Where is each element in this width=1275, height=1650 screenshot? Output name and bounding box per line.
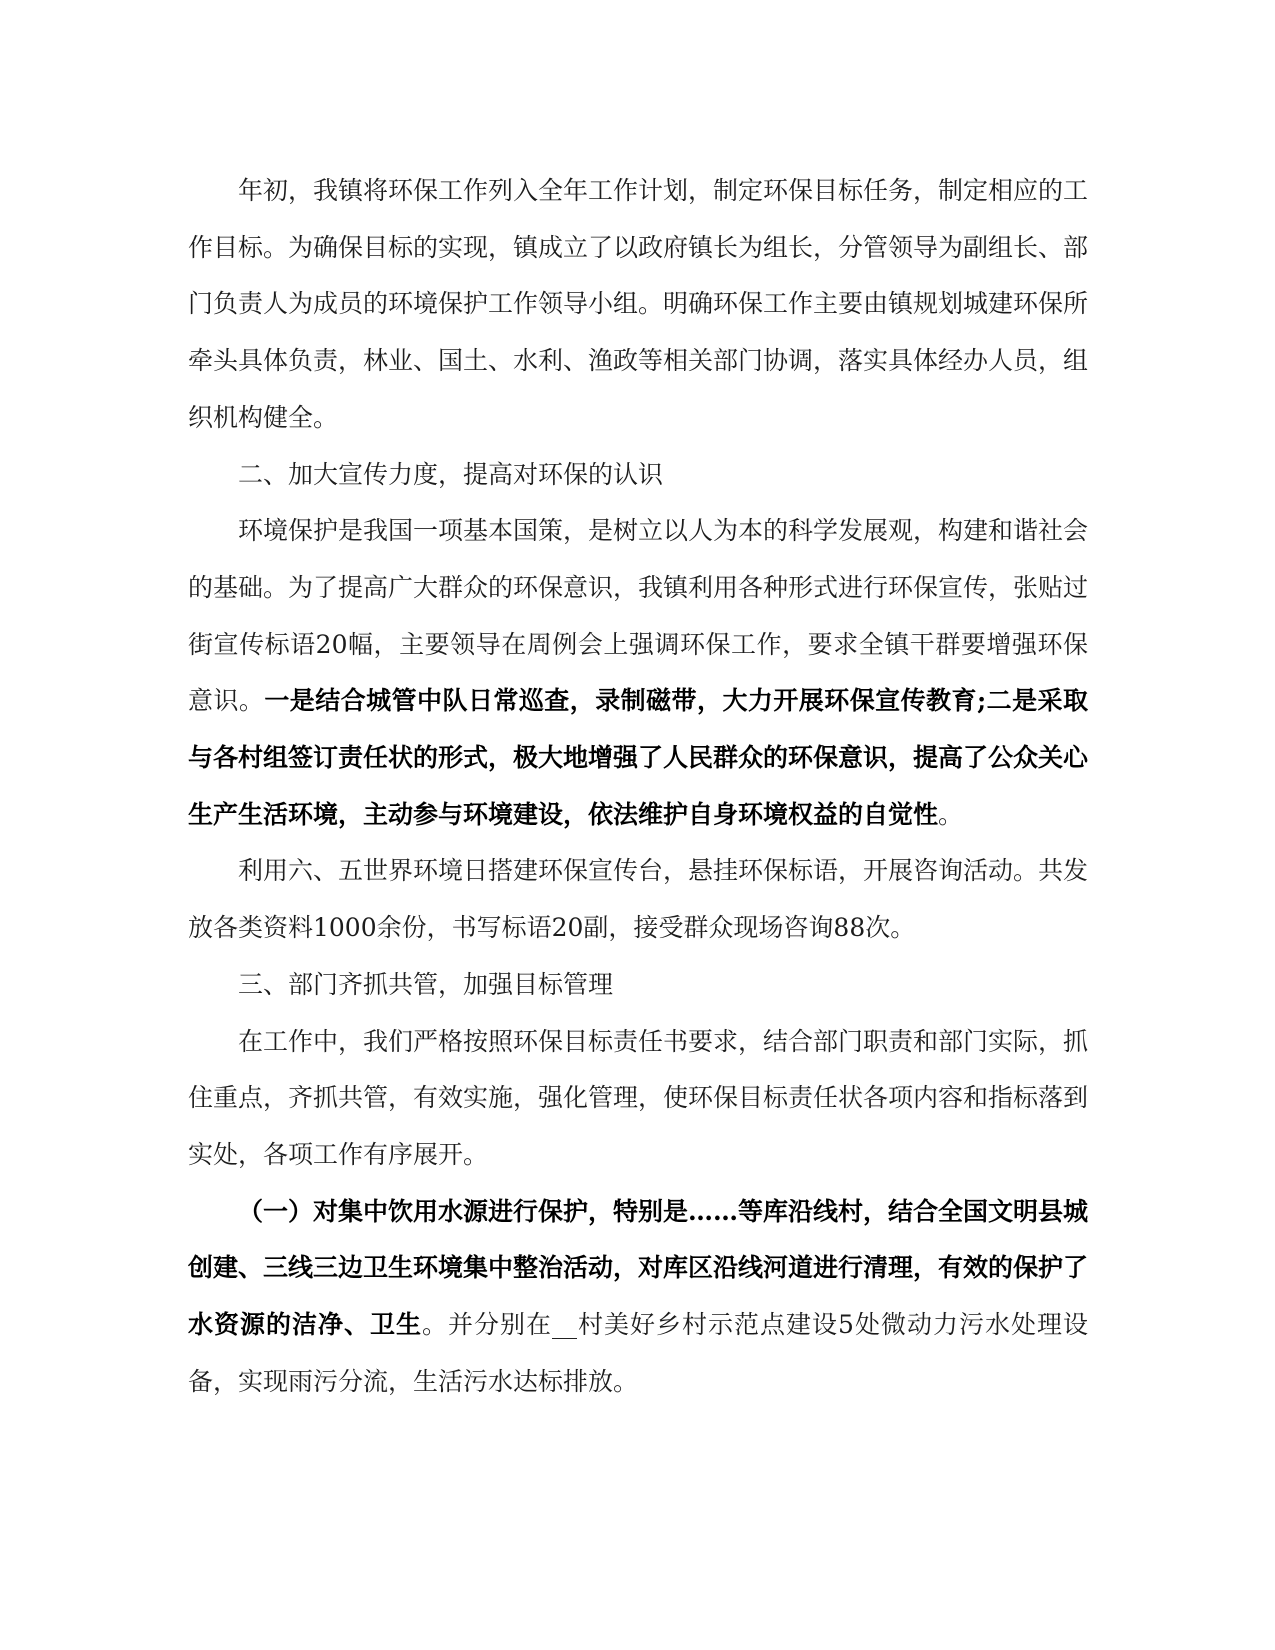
paragraph-organization: 年初，我镇将环保工作列入全年工作计划，制定环保目标任务，制定相应的工作目标。为确保目标的实现，镇成立了以政府镇长为组长，分管领导为副组长、部门负责人为成员的环境保护工作领导小组。明确环保工作主要由镇规划城建环保所牵头具体负责，林业、国土、水利、渔政等相关部门协调，落实具体经办人员，组织机构健全。 bbox=[188, 176, 1089, 432]
paragraph-publicity-text: 环境保护是我国一项基本国策，是树立以人为本的科学发展观，构建和谐社会的基础。为了提高广大群众的环保意识，我镇利用各种形式进行环保宣传，张贴过街宣传标语20幅，主要领导在周例会上强调环保工作，要求全镇干群要增强环保意识。 bbox=[188, 516, 1089, 716]
paragraph-environment-day: 利用六、五世界环境日搭建环保宣传台，悬挂环保标语，开展咨询活动。共发放各类资料1000余份，书写标语20副，接受群众现场咨询88次。 bbox=[188, 856, 1089, 943]
section-heading-management: 三、部门齐抓共管，加强目标管理 bbox=[238, 969, 614, 999]
paragraph-water-protection bbox=[188, 1184, 1088, 1411]
document-page bbox=[188, 163, 1088, 1410]
paragraph-management: 在工作中，我们严格按照环保目标责任书要求，结合部门职责和部门实际，抓住重点，齐抓共管，有效实施，强化管理，使环保目标责任状各项内容和指标落到实处，各项工作有序展开。 bbox=[188, 1026, 1089, 1169]
paragraph-publicity-end: 。 bbox=[938, 799, 964, 829]
paragraph-publicity bbox=[188, 503, 1088, 843]
paragraph-publicity-bold: 一是结合城管中队日常巡查，录制磁带，大力开展环保宣传教育;二是采取与各村组签订责任状的形式，极大地增强了人民群众的环保意识，提高了公众关心生产生活环境，主动参与环境建设，依法维护自身环境权益的自觉性 bbox=[188, 686, 1089, 829]
paragraph-water-protection-bold: （一）对集中饮用水源进行保护，特别是……等库沿线村，结合全国文明县城创建、三线三边卫生环境集中整治活动，对库区沿线河道进行清理，有效的保护了水资源的洁净、卫生 bbox=[188, 1196, 1089, 1340]
section-heading-publicity: 二、加大宣传力度，提高对环保的认识 bbox=[238, 459, 664, 489]
paragraph-water-protection-text: 。并分别在__村美好乡村示范点建设5处微动力污水处理设备，实现雨污分流，生活污水达标排放。 bbox=[188, 1310, 1088, 1396]
